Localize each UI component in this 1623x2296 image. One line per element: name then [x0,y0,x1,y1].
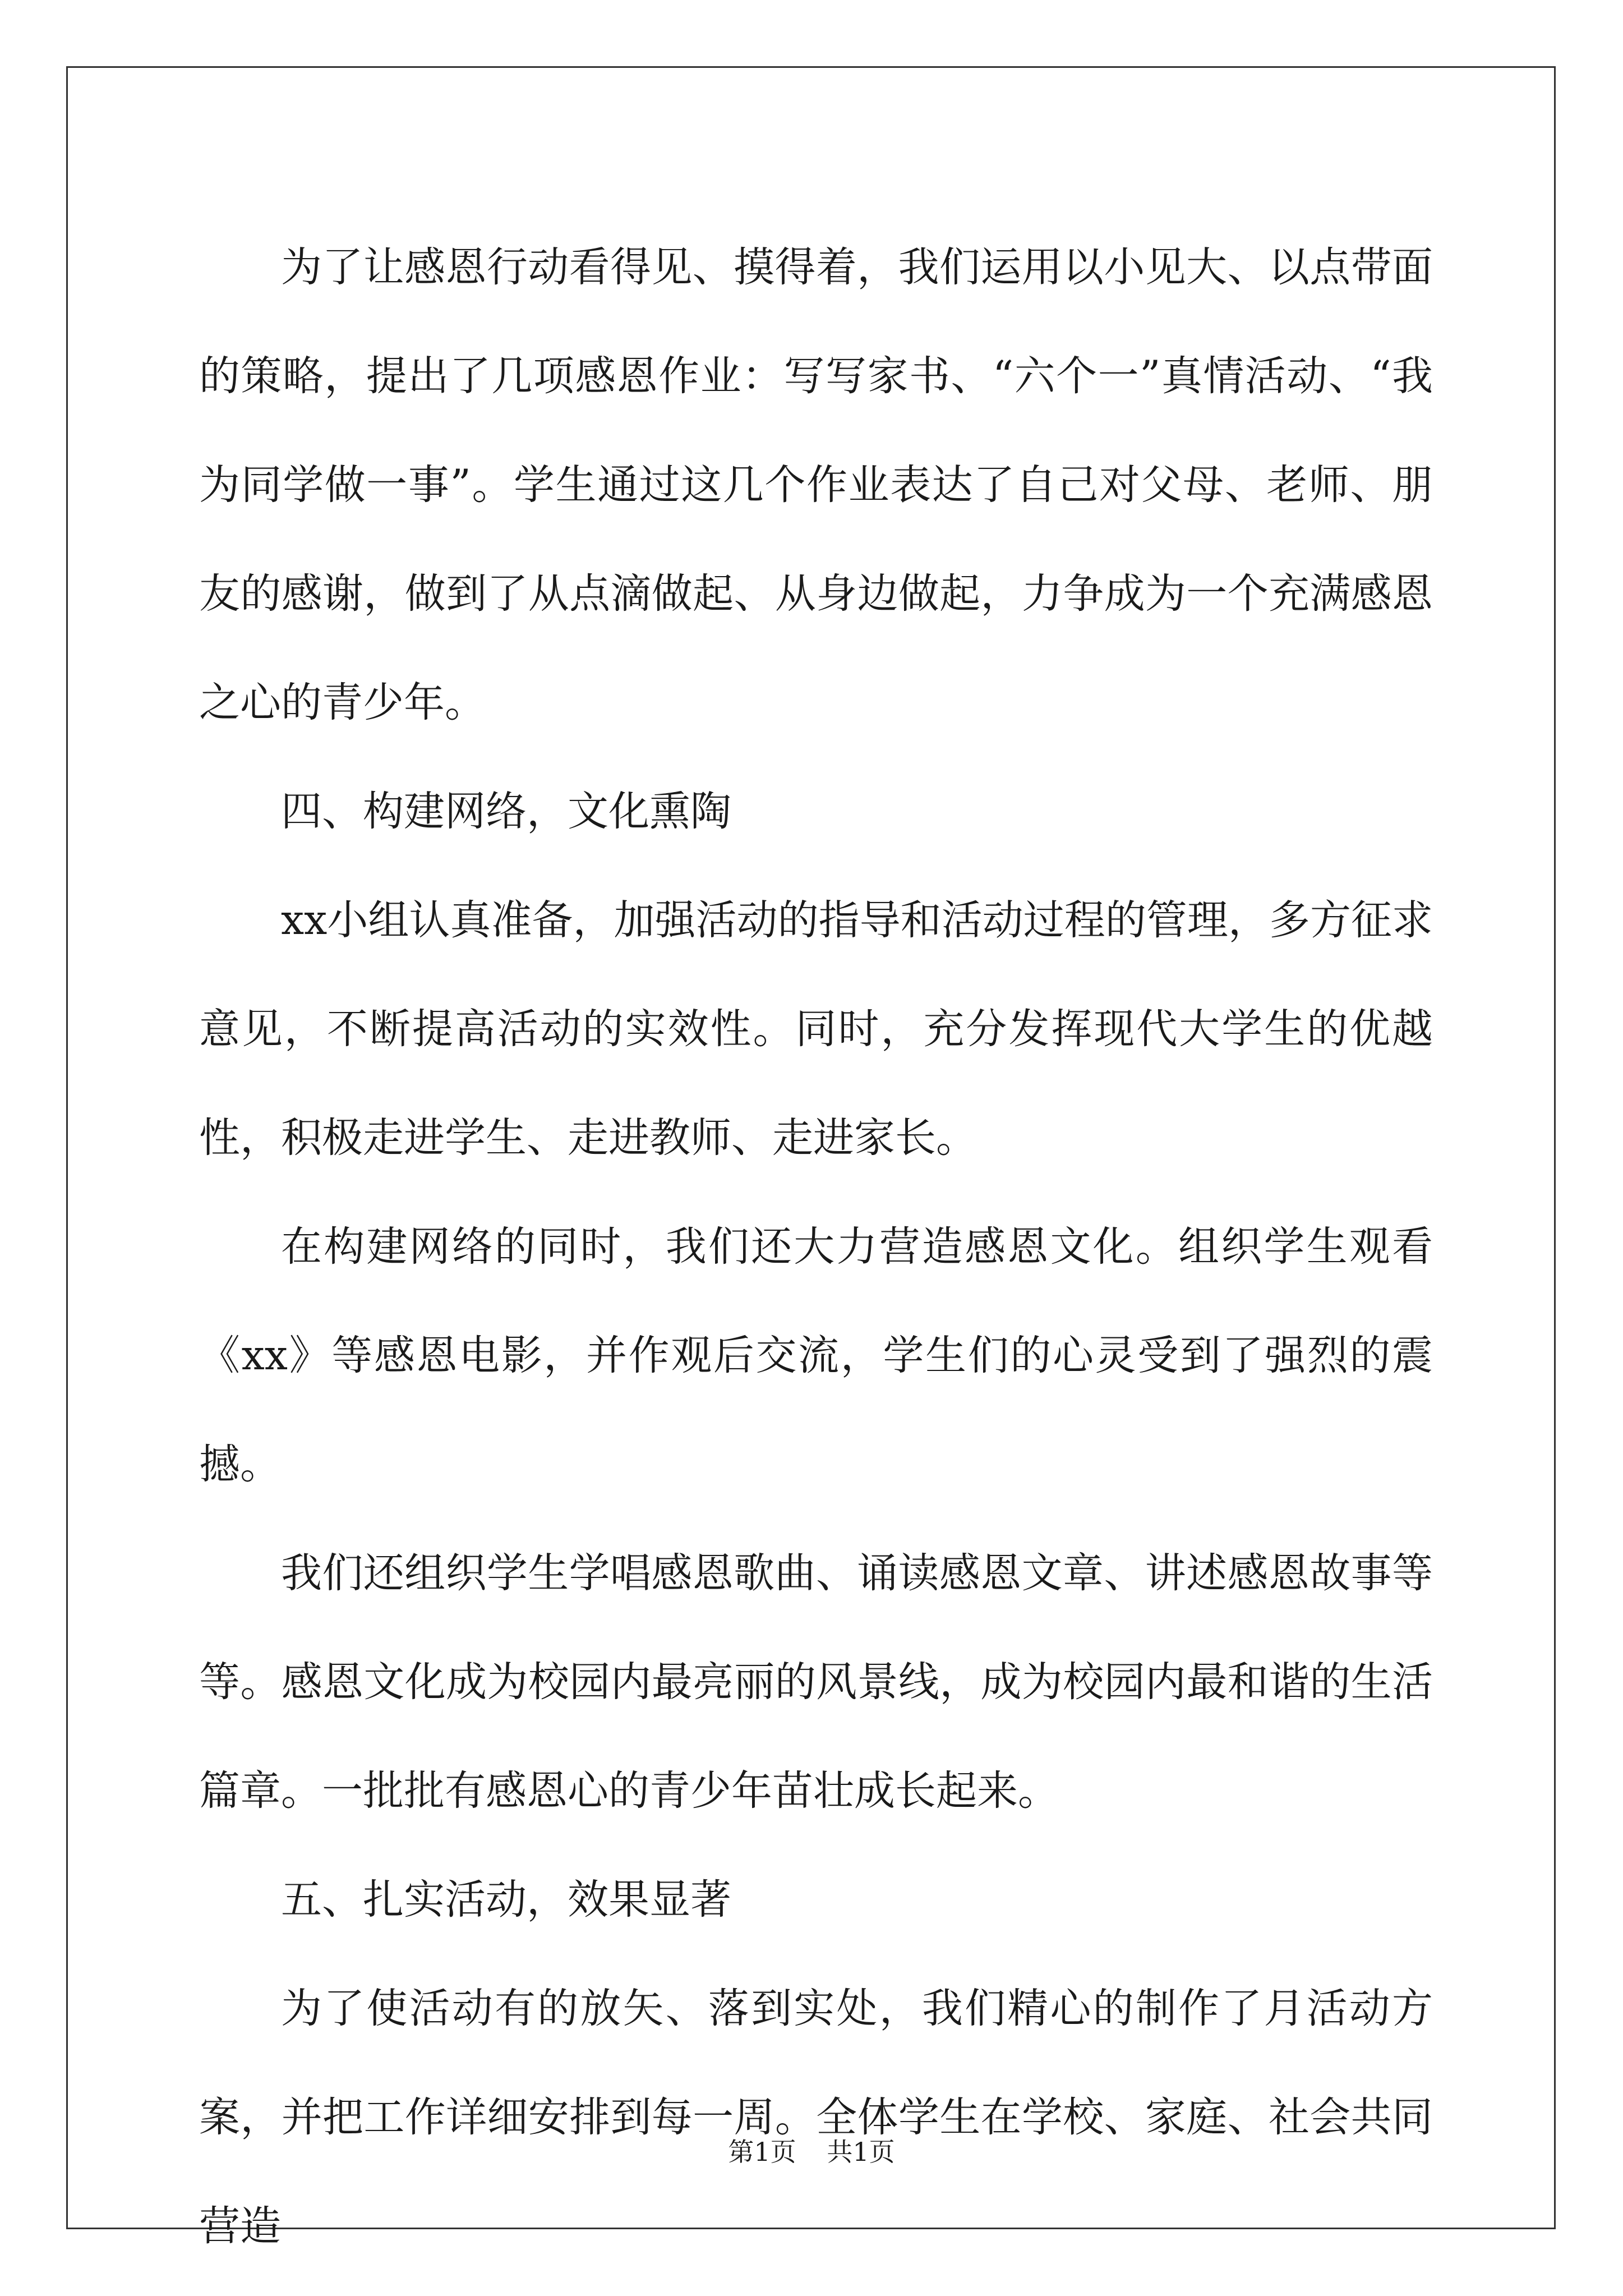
section-heading-network: 四、构建网络，文化熏陶 [281,788,731,835]
paragraph-group-preparation: xx小组认真准备，加强活动的指导和活动过程的管理，多方征求意见，不断提高活动的实效性。同时，充分发挥现代大学生的优越性，积极走进学生、走进教师、走进家长。 [199,896,1433,1162]
document-body [199,213,1433,2281]
page-footer [0,2132,1623,2169]
section-heading-results: 五、扎实活动，效果显著 [281,1876,731,1924]
page-number: 第1页 [728,2137,796,2167]
paragraph-gratitude-culture: 在构建网络的同时，我们还大力营造感恩文化。组织学生观看《xx》等感恩电影，并作观后交流，学生们的心灵受到了强烈的震撼。 [199,1223,1433,1488]
paragraph-songs-stories: 我们还组织学生学唱感恩歌曲、诵读感恩文章、讲述感恩故事等等。感恩文化成为校园内最亮丽的风景线，成为校园内最和谐的生活篇章。一批批有感恩心的青少年苗壮成长起来。 [199,1549,1433,1815]
page-total: 共1页 [827,2137,895,2167]
paragraph-monthly-plan: 为了使活动有的放矢、落到实处，我们精心的制作了月活动方案，并把工作详细安排到每一周。全体学生在学校、家庭、社会共同营造 [199,1985,1433,2250]
paragraph-gratitude-homework: 为了让感恩行动看得见、摸得着，我们运用以小见大、以点带面的策略，提出了几项感恩作业：写写家书、“六个一”真情活动、“我为同学做一事”。学生通过这几个作业表达了自己对父母、老师、朋友的感谢，做到了从点滴做起、从身边做起，力争成为一个充满感恩之心的青少年。 [199,243,1433,726]
